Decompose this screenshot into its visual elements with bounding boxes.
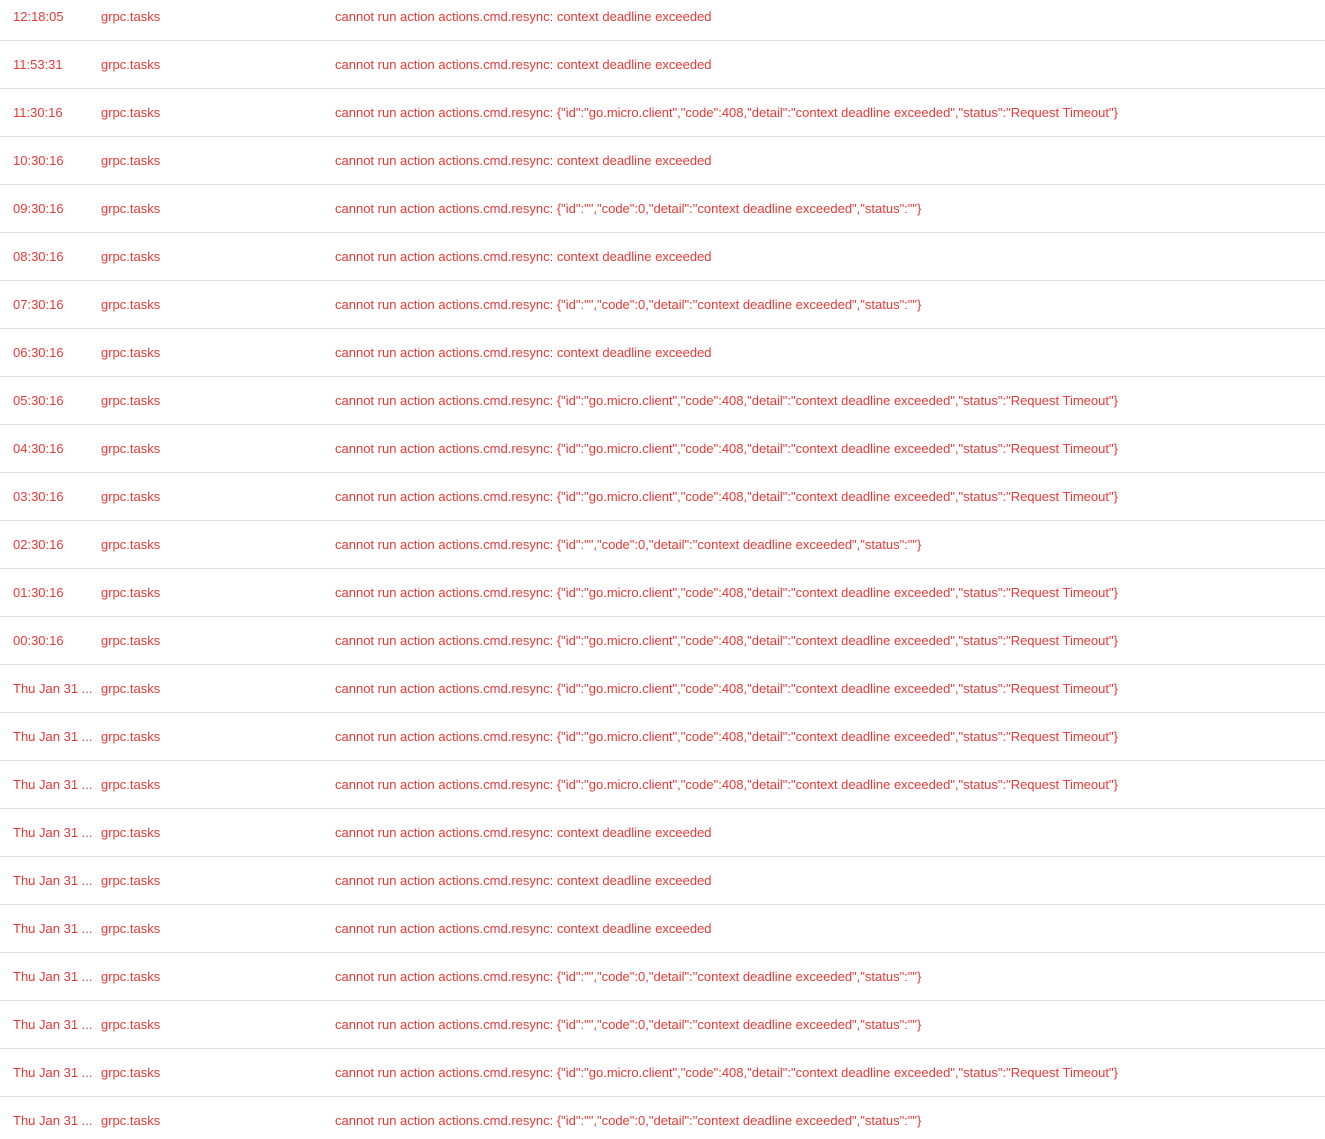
log-message: cannot run action actions.cmd.resync: {"id":"","code":0,"detail":"context deadline exceeded","status":""} — [335, 296, 922, 312]
log-time: 04:30:16 — [13, 440, 64, 456]
log-message: cannot run action actions.cmd.resync: {"id":"go.micro.client","code":408,"detail":"context deadline exceeded","status":"Request Timeout"} — [335, 392, 1118, 408]
table-row[interactable] — [0, 904, 1325, 952]
log-source: grpc.tasks — [101, 728, 161, 744]
log-source: grpc.tasks — [101, 920, 161, 936]
table-row[interactable] — [0, 952, 1325, 1000]
table-row[interactable] — [0, 616, 1325, 664]
log-time: 12:18:05 — [13, 9, 64, 24]
log-time: 03:30:16 — [13, 488, 64, 504]
log-source: grpc.tasks — [101, 584, 161, 600]
log-time: Thu Jan 31 ... — [13, 728, 93, 744]
table-row[interactable] — [0, 520, 1325, 568]
log-message: cannot run action actions.cmd.resync: {"id":"","code":0,"detail":"context deadline exceeded","status":""} — [335, 1016, 922, 1032]
log-source: grpc.tasks — [101, 152, 161, 168]
log-time: Thu Jan 31 ... — [13, 1016, 93, 1032]
log-source: grpc.tasks — [101, 488, 161, 504]
log-time: 11:30:16 — [13, 104, 63, 120]
log-message: cannot run action actions.cmd.resync: {"id":"go.micro.client","code":408,"detail":"context deadline exceeded","status":"Request Timeout"} — [335, 584, 1118, 600]
log-message: cannot run action actions.cmd.resync: context deadline exceeded — [335, 56, 712, 72]
table-row[interactable] — [0, 808, 1325, 856]
log-time: Thu Jan 31 ... — [13, 776, 93, 792]
log-message: cannot run action actions.cmd.resync: {"id":"go.micro.client","code":408,"detail":"context deadline exceeded","status":"Request Timeout"} — [335, 440, 1118, 456]
log-message: cannot run action actions.cmd.resync: {"id":"","code":0,"detail":"context deadline exceeded","status":""} — [335, 968, 922, 984]
log-source: grpc.tasks — [101, 440, 161, 456]
table-row[interactable] — [0, 376, 1325, 424]
log-source: grpc.tasks — [101, 872, 161, 888]
log-message: cannot run action actions.cmd.resync: context deadline exceeded — [335, 9, 712, 24]
log-message: cannot run action actions.cmd.resync: {"id":"go.micro.client","code":408,"detail":"context deadline exceeded","status":"Request Timeout"} — [335, 776, 1118, 792]
log-message: cannot run action actions.cmd.resync: {"id":"go.micro.client","code":408,"detail":"context deadline exceeded","status":"Request Timeout"} — [335, 680, 1118, 696]
table-row[interactable] — [0, 136, 1325, 184]
log-source: grpc.tasks — [101, 392, 161, 408]
log-time: 00:30:16 — [13, 632, 64, 648]
log-source: grpc.tasks — [101, 9, 161, 24]
table-row[interactable] — [0, 664, 1325, 712]
log-message: cannot run action actions.cmd.resync: context deadline exceeded — [335, 824, 712, 840]
log-message: cannot run action actions.cmd.resync: context deadline exceeded — [335, 248, 712, 264]
log-source: grpc.tasks — [101, 296, 161, 312]
log-source: grpc.tasks — [101, 248, 161, 264]
table-row[interactable] — [0, 712, 1325, 760]
log-message: cannot run action actions.cmd.resync: context deadline exceeded — [335, 344, 712, 360]
log-source: grpc.tasks — [101, 1064, 161, 1080]
log-source: grpc.tasks — [101, 968, 161, 984]
table-row[interactable] — [0, 232, 1325, 280]
log-source: grpc.tasks — [101, 56, 161, 72]
log-time: 02:30:16 — [13, 536, 64, 552]
log-source: grpc.tasks — [101, 536, 161, 552]
log-source: grpc.tasks — [101, 344, 161, 360]
log-time: 06:30:16 — [13, 344, 64, 360]
log-source: grpc.tasks — [101, 200, 161, 216]
log-time: Thu Jan 31 ... — [13, 680, 93, 696]
table-row[interactable] — [0, 568, 1325, 616]
log-message: cannot run action actions.cmd.resync: {"id":"go.micro.client","code":408,"detail":"context deadline exceeded","status":"Request Timeout"} — [335, 632, 1118, 648]
log-time: Thu Jan 31 ... — [13, 824, 93, 840]
log-message: cannot run action actions.cmd.resync: {"id":"","code":0,"detail":"context deadline exceeded","status":""} — [335, 200, 922, 216]
log-source: grpc.tasks — [101, 776, 161, 792]
table-row[interactable] — [0, 184, 1325, 232]
table-row[interactable] — [0, 1048, 1325, 1096]
log-source: grpc.tasks — [101, 824, 161, 840]
log-message: cannot run action actions.cmd.resync: {"id":"go.micro.client","code":408,"detail":"context deadline exceeded","status":"Request Timeout"} — [335, 104, 1118, 120]
table-row[interactable] — [0, 88, 1325, 136]
log-message: cannot run action actions.cmd.resync: {"id":"go.micro.client","code":408,"detail":"context deadline exceeded","status":"Request Timeout"} — [335, 1064, 1118, 1080]
log-message: cannot run action actions.cmd.resync: {"id":"","code":0,"detail":"context deadline exceeded","status":""} — [335, 536, 922, 552]
log-message: cannot run action actions.cmd.resync: {"id":"go.micro.client","code":408,"detail":"context deadline exceeded","status":"Request Timeout"} — [335, 488, 1118, 504]
log-time: Thu Jan 31 ... — [13, 872, 93, 888]
log-source: grpc.tasks — [101, 104, 161, 120]
log-message: cannot run action actions.cmd.resync: context deadline exceeded — [335, 920, 712, 936]
table-row[interactable] — [0, 424, 1325, 472]
log-time: Thu Jan 31 ... — [13, 1064, 93, 1080]
log-time: 01:30:16 — [13, 584, 64, 600]
table-row[interactable] — [0, 280, 1325, 328]
log-message: cannot run action actions.cmd.resync: {"id":"go.micro.client","code":408,"detail":"context deadline exceeded","status":"Request Timeout"} — [335, 728, 1118, 744]
table-row[interactable] — [0, 856, 1325, 904]
table-row[interactable] — [0, 0, 1325, 40]
log-time: 11:53:31 — [13, 56, 63, 72]
log-time: Thu Jan 31 ... — [13, 1112, 93, 1128]
log-source: grpc.tasks — [101, 680, 161, 696]
table-row[interactable] — [0, 40, 1325, 88]
table-row[interactable] — [0, 472, 1325, 520]
table-row[interactable] — [0, 1096, 1325, 1139]
log-time: 08:30:16 — [13, 248, 64, 264]
log-time: Thu Jan 31 ... — [13, 968, 93, 984]
table-row[interactable] — [0, 760, 1325, 808]
table-row[interactable] — [0, 1000, 1325, 1048]
log-source: grpc.tasks — [101, 1112, 161, 1128]
log-time: 10:30:16 — [13, 152, 64, 168]
log-source: grpc.tasks — [101, 1016, 161, 1032]
log-source: grpc.tasks — [101, 632, 161, 648]
log-time: 05:30:16 — [13, 392, 64, 408]
log-time: 09:30:16 — [13, 200, 64, 216]
log-message: cannot run action actions.cmd.resync: context deadline exceeded — [335, 872, 712, 888]
log-message: cannot run action actions.cmd.resync: context deadline exceeded — [335, 152, 712, 168]
log-time: Thu Jan 31 ... — [13, 920, 93, 936]
log-message: cannot run action actions.cmd.resync: {"id":"","code":0,"detail":"context deadline exceeded","status":""} — [335, 1112, 922, 1128]
log-time: 07:30:16 — [13, 296, 64, 312]
table-row[interactable] — [0, 328, 1325, 376]
